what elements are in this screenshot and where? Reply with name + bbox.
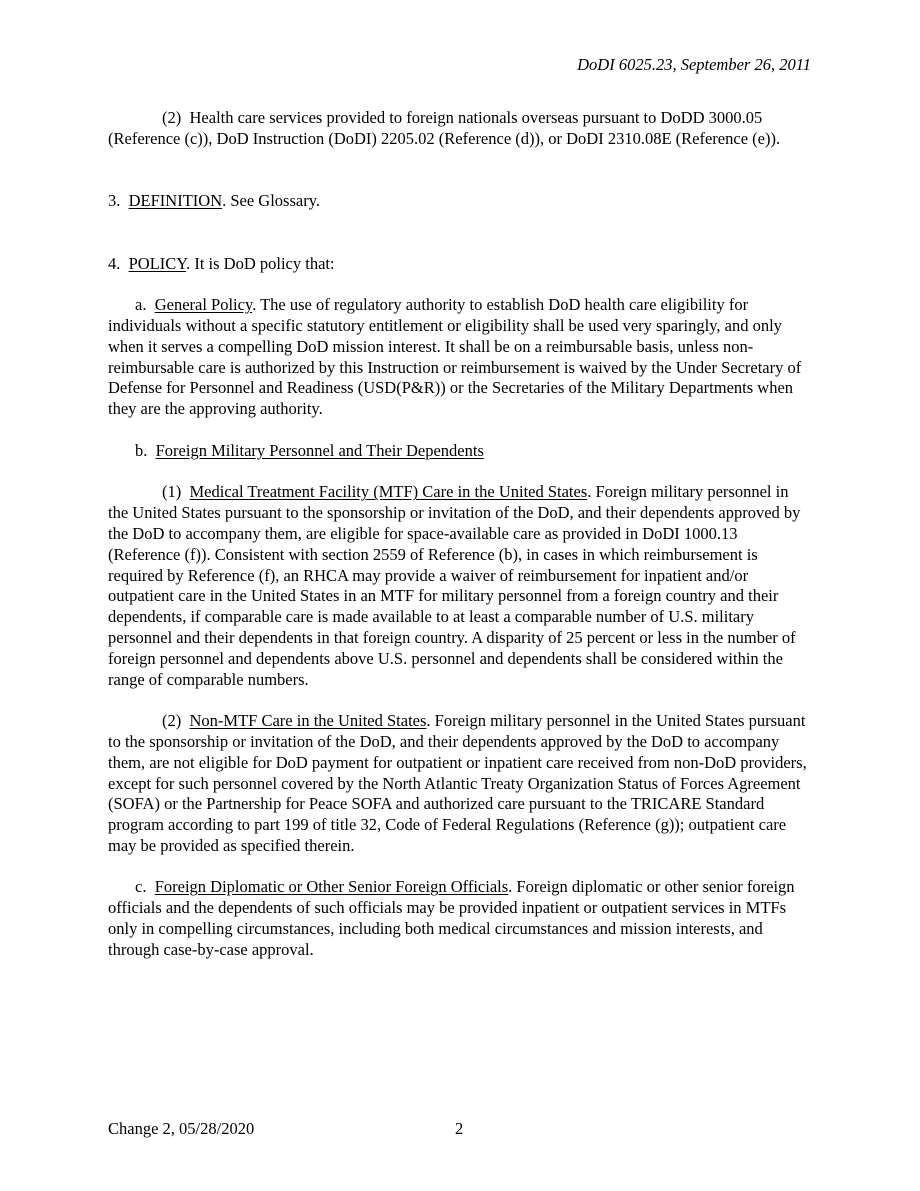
document-body [108, 108, 812, 961]
paragraph-a [108, 295, 812, 420]
paragraph-b1 [108, 482, 812, 690]
paragraph-heading: Foreign Diplomatic or Other Senior Foreign Officials [154, 877, 509, 897]
paragraph-number: (1) [162, 482, 182, 502]
paragraph-text: Health care services provided to foreign nationals overseas pursuant to DoDD 3000.05 (Reference (c)), DoD Instruction (DoDI) 2205.02 (Reference (d)), or DoDI 2310.08E (Reference (e)). [108, 108, 781, 148]
section-text: . It is DoD policy that: [186, 253, 335, 273]
section-text: . See Glossary. [222, 191, 321, 211]
paragraph-number: (2) [162, 108, 182, 127]
paragraph-c [108, 877, 812, 960]
paragraph-heading: Non-MTF Care in the United States [189, 711, 427, 731]
section-number: 4. [108, 253, 121, 273]
paragraph-heading: Foreign Military Personnel and Their Dependents [155, 440, 484, 460]
section-heading: DEFINITION [128, 191, 223, 211]
paragraph-heading: Medical Treatment Facility (MTF) Care in the United States [189, 482, 588, 502]
paragraph-text: . Foreign diplomatic or other senior foreign officials and the dependents of such officials may be provided inpatient or outpatient services in MTFs only in compelling circumstances, including both medical circumstances and mission interests, and through case-by-case approval. [108, 877, 795, 959]
paragraph-number: a. [135, 295, 147, 315]
paragraph-b2 [108, 711, 812, 857]
paragraph-text: . Foreign military personnel in the United States pursuant to the sponsorship or invitation of the DoD, and their dependents approved by the DoD to accompany them, are not eligible for DoD payment for outpatient or inpatient care received from non-DoD providers, except for such personnel covered by the North Atlantic Treaty Organization Status of Forces Agreement (SOFA) or the Partnership for Peace SOFA and authorized care pursuant to the TRICARE Standard program according to part 199 of title 32, Code of Federal Regulations (Reference (g)); outpatient care may be provided as specified therein. [108, 711, 807, 855]
paragraph-2 [108, 108, 812, 150]
paragraph-number: (2) [162, 711, 182, 731]
running-header: DoDI 6025.23, September 26, 2011 [577, 55, 811, 74]
paragraph-b [108, 441, 812, 462]
section-4 [108, 254, 812, 275]
section-3 [108, 191, 812, 212]
paragraph-text: . Foreign military personnel in the United States pursuant to the sponsorship or invitation of the DoD, and their dependents approved by the DoD to accompany them, are eligible for space-available care as provided in DoDI 1000.13 (Reference (f)). Consistent with section 2559 of Reference (b), in cases in which reimbursement is required by Reference (f), an RHCA may provide a waiver of reimbursement for inpatient and/or outpatient care in the United States in an MTF for military personnel from a foreign country and their dependents, if comparable care is made available to at least a comparable number of U.S. military personnel and their dependents in that foreign country. A disparity of 25 percent or less in the number of foreign personnel and dependents above U.S. personnel and dependents shall be considered within the range of comparable numbers. [108, 482, 801, 689]
paragraph-number: c. [135, 877, 147, 897]
change-note: Change 2, 05/28/2020 [108, 1119, 255, 1138]
page-number: 2 [455, 1119, 464, 1138]
paragraph-heading: General Policy [154, 295, 253, 315]
paragraph-number: b. [135, 440, 148, 460]
section-heading: POLICY [128, 253, 187, 273]
paragraph-text: . The use of regulatory authority to establish DoD health care eligibility for individuals without a specific statutory entitlement or eligibility shall be used very sparingly, and only when it serves a compelling DoD mission interest. It shall be on a reimbursable basis, unless non-reimbursable care is authorized by this Instruction or reimbursement is waived by the Under Secretary of Defense for Personnel and Readiness (USD(P&R)) or the Secretaries of the Military Departments when they are the approving authority. [108, 295, 802, 419]
section-number: 3. [108, 191, 121, 211]
